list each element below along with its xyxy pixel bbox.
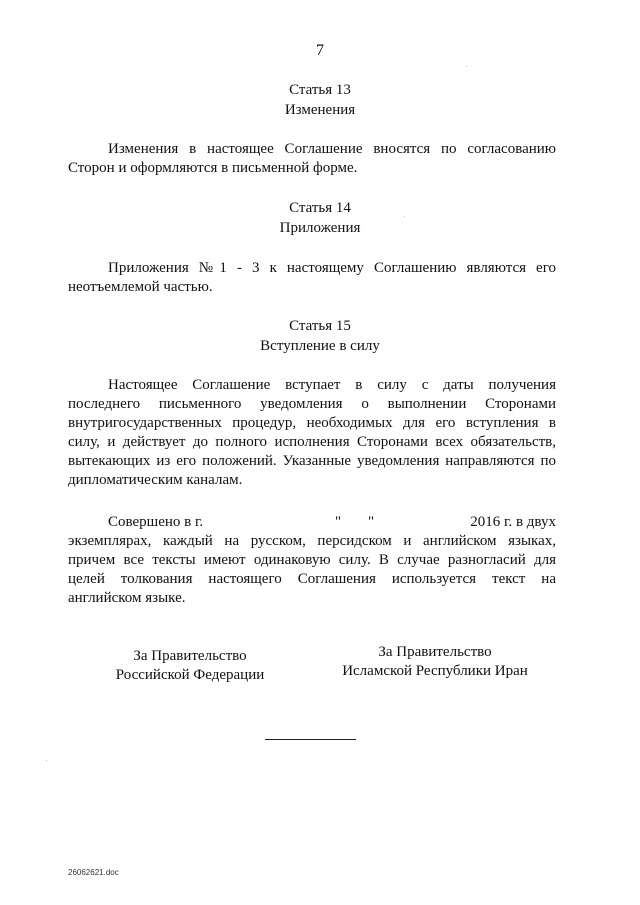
article-15-line: вытекающих из его положений. Указанные уведомления направляются по bbox=[68, 453, 556, 469]
article-14-line: неотъемлемой частью. bbox=[68, 279, 213, 295]
article-13-number: Статья 13 bbox=[289, 82, 351, 98]
article-13-text bbox=[68, 140, 556, 178]
article-15-line: внутригосударственных процедур, необходимых для его вступления в bbox=[68, 415, 556, 431]
date-quote-close: " bbox=[368, 514, 375, 530]
date-quote-open: " bbox=[335, 514, 342, 530]
article-15-number: Статья 15 bbox=[289, 318, 351, 334]
file-reference: 26062621.doc bbox=[68, 868, 119, 877]
article-14-line: Приложения №1 - 3 к настоящему Соглашению являются его bbox=[108, 260, 556, 276]
article-14-title: Приложения bbox=[279, 220, 361, 236]
concluding-text bbox=[68, 513, 556, 608]
article-14-text bbox=[68, 259, 556, 297]
signature-russia bbox=[100, 647, 280, 685]
concluding-line: причем все тексты имеют одинаковую силу. В случае разногласий для bbox=[68, 552, 556, 568]
signature-iran bbox=[330, 643, 540, 681]
concluding-line: английском языке. bbox=[68, 590, 186, 606]
article-15-title: Вступление в силу bbox=[260, 338, 380, 354]
scan-speck bbox=[466, 66, 467, 67]
signature-iran-line1: За Правительство bbox=[378, 644, 492, 660]
concluding-line: экземплярах, каждый на русском, персидском и английском языках, bbox=[68, 533, 556, 549]
year-text: 2016 г. в двух bbox=[470, 514, 556, 530]
scan-speck bbox=[46, 760, 47, 761]
article-13-line: Изменения в настоящее Соглашение вносятся по согласованию bbox=[108, 141, 556, 157]
concluding-line: целей толкования настоящего Соглашения используется текст на bbox=[68, 571, 556, 587]
page-number: 7 bbox=[316, 42, 324, 59]
article-15-line: Настоящее Соглашение вступает в силу с даты получения bbox=[108, 377, 556, 393]
concluding-first-line bbox=[68, 513, 556, 532]
article-15-line: дипломатическим каналам. bbox=[68, 472, 243, 488]
end-divider bbox=[265, 739, 356, 740]
article-15-line: последнего письменного уведомления о выполнении Сторонами bbox=[68, 396, 556, 412]
article-13-line: Сторон и оформляются в письменной форме. bbox=[68, 160, 358, 176]
scan-speck bbox=[404, 216, 405, 217]
article-15-line: силу, и действует до полного исполнения Сторонами всех обязательств, bbox=[68, 434, 556, 450]
article-15-text bbox=[68, 376, 556, 490]
article-14-number: Статья 14 bbox=[289, 200, 351, 216]
signature-russia-line1: За Правительство bbox=[133, 648, 247, 664]
signature-russia-line2: Российской Федерации bbox=[115, 667, 265, 683]
signature-iran-line2: Исламской Республики Иран bbox=[342, 663, 528, 679]
done-in-label: Совершено в г. bbox=[108, 514, 204, 530]
article-13-title: Изменения bbox=[284, 102, 356, 118]
